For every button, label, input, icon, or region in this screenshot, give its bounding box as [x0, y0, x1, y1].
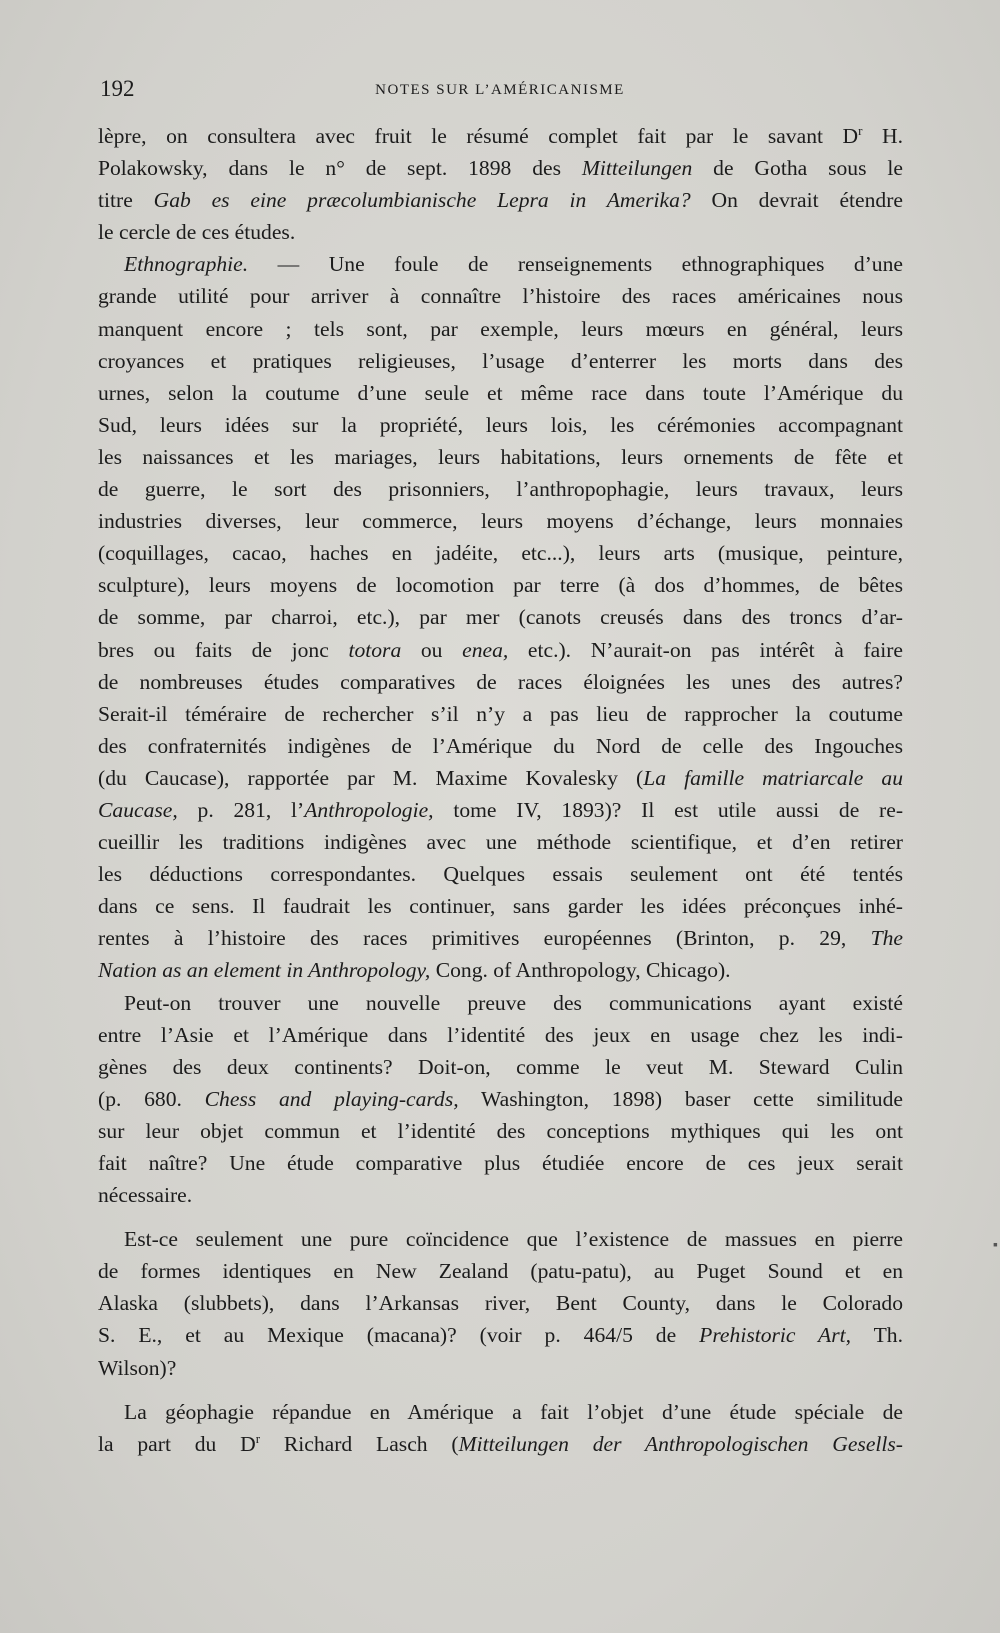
paragraph-gap: [98, 1211, 903, 1223]
text-line: sculpture), leurs moyens de locomotion par terre (à dos d’hommes, de bêtes: [98, 573, 903, 598]
text-line: de nombreuses études comparatives de races éloignées les unes des autres?: [98, 669, 903, 694]
paragraph-gap: [98, 1384, 903, 1396]
running-title: NOTES SUR L’AMÉRICANISME: [375, 82, 625, 98]
text-line: croyances et pratiques religieuses, l’usage d’enterrer les morts dans des: [98, 348, 903, 373]
text-line: industries diverses, leur commerce, leurs moyens d’échange, leurs monnaies: [98, 509, 903, 534]
text-line: la part du $D^r$ Richard Lasch (Mitteilungen der Anthropologischen Gesells-: [98, 1430, 903, 1456]
text-line: titre Gab es eine præcolumbianische Lepra in Amerika? On devrait étendre: [98, 188, 903, 213]
text-line: nécessaire.: [98, 1183, 193, 1208]
text-line: sur leur objet commun et l’identité des conceptions mythiques qui les ont: [98, 1118, 903, 1143]
text-line: Serait-il téméraire de rechercher s’il n’y a pas lieu de rapprocher la coutume: [98, 701, 903, 726]
text-line: lèpre, on consultera avec fruit le résumé complet fait par le savant $D^r$ H.: [98, 122, 903, 148]
text-line: Peut-on trouver une nouvelle preuve des communications ayant existé: [124, 990, 903, 1015]
text-line: cueillir les traditions indigènes avec une méthode scientifique, et d’en retirer: [98, 830, 903, 855]
text-line: S. E., et au Mexique (macana)? (voir p. 464/5 de Prehistoric Art, Th.: [98, 1323, 903, 1348]
text-line: de guerre, le sort des prisonniers, l’anthropophagie, leurs travaux, leurs: [98, 477, 903, 502]
text-line: Sud, leurs idées sur la propriété, leurs lois, les cérémonies accompagnant: [98, 412, 903, 437]
text-line: Alaska (slubbets), dans l’Arkansas river, Bent County, dans le Colorado: [98, 1291, 903, 1316]
text-line: bres ou faits de jonc totora ou enea, etc.). N’aurait-on pas intérêt à faire: [98, 637, 903, 662]
text-line: le cercle de ces études.: [98, 220, 296, 245]
text-line: de formes identiques en New Zealand (patu-patu), au Puget Sound et en: [98, 1259, 903, 1284]
page-number: 192: [100, 76, 135, 101]
text-line: Nation as an element in Anthropology, Cong. of Anthropology, Chicago).: [98, 958, 731, 983]
text-line: des confraternités indigènes de l’Amérique du Nord de celle des Ingouches: [98, 733, 903, 758]
text-line: grande utilité pour arriver à connaître l’histoire des races américaines nous: [98, 284, 903, 309]
page-header: [100, 76, 900, 106]
text-line: (p. 680. Chess and playing-cards, Washington, 1898) baser cette similitude: [98, 1086, 903, 1111]
text-line: gènes des deux continents? Doit-on, comme le veut M. Steward Culin: [98, 1054, 903, 1079]
text-line: de somme, par charroi, etc.), par mer (canots creusés dans des troncs d’ar-: [98, 605, 903, 630]
body-text: [98, 120, 903, 1460]
text-line: les déductions correspondantes. Quelques essais seulement ont été tentés: [98, 862, 903, 887]
text-line: manquent encore ; tels sont, par exemple, leurs mœurs en général, leurs: [98, 316, 903, 341]
text-line: urnes, selon la coutume d’une seule et même race dans toute l’Amérique du: [98, 380, 903, 405]
text-line: les naissances et les mariages, leurs habitations, leurs ornements de fête et: [98, 444, 903, 469]
text-line: dans ce sens. Il faudrait les continuer, sans garder les idées préconçues inhé-: [98, 894, 903, 919]
text-line: entre l’Asie et l’Amérique dans l’identité des jeux en usage chez les indi-: [98, 1022, 903, 1047]
text-line: rentes à l’histoire des races primitives européennes (Brinton, p. 29, The: [98, 926, 903, 951]
text-line: Ethnographie. — Une foule de renseignements ethnographiques d’une: [124, 252, 903, 277]
text-line: (du Caucase), rapportée par M. Maxime Kovalesky (La famille matriarcale au: [98, 765, 903, 790]
text-line: Caucase, p. 281, l’Anthropologie, tome IV, 1893)? Il est utile aussi de re-: [98, 797, 904, 822]
text-line: Polakowsky, dans le n° de sept. 1898 des Mitteilungen de Gotha sous le: [98, 156, 903, 181]
margin-mark: ▪: [993, 1238, 998, 1253]
text-line: (coquillages, cacao, haches en jadéite, etc...), leurs arts (musique, peinture,: [98, 541, 903, 566]
text-line: La géophagie répandue en Amérique a fait l’objet d’une étude spéciale de: [124, 1399, 903, 1424]
text-line: Wilson)?: [98, 1355, 177, 1380]
text-line: fait naître? Une étude comparative plus étudiée encore de ces jeux serait: [98, 1151, 903, 1175]
text-line: Est-ce seulement une pure coïncidence que l’existence de massues en pierre: [124, 1227, 903, 1252]
